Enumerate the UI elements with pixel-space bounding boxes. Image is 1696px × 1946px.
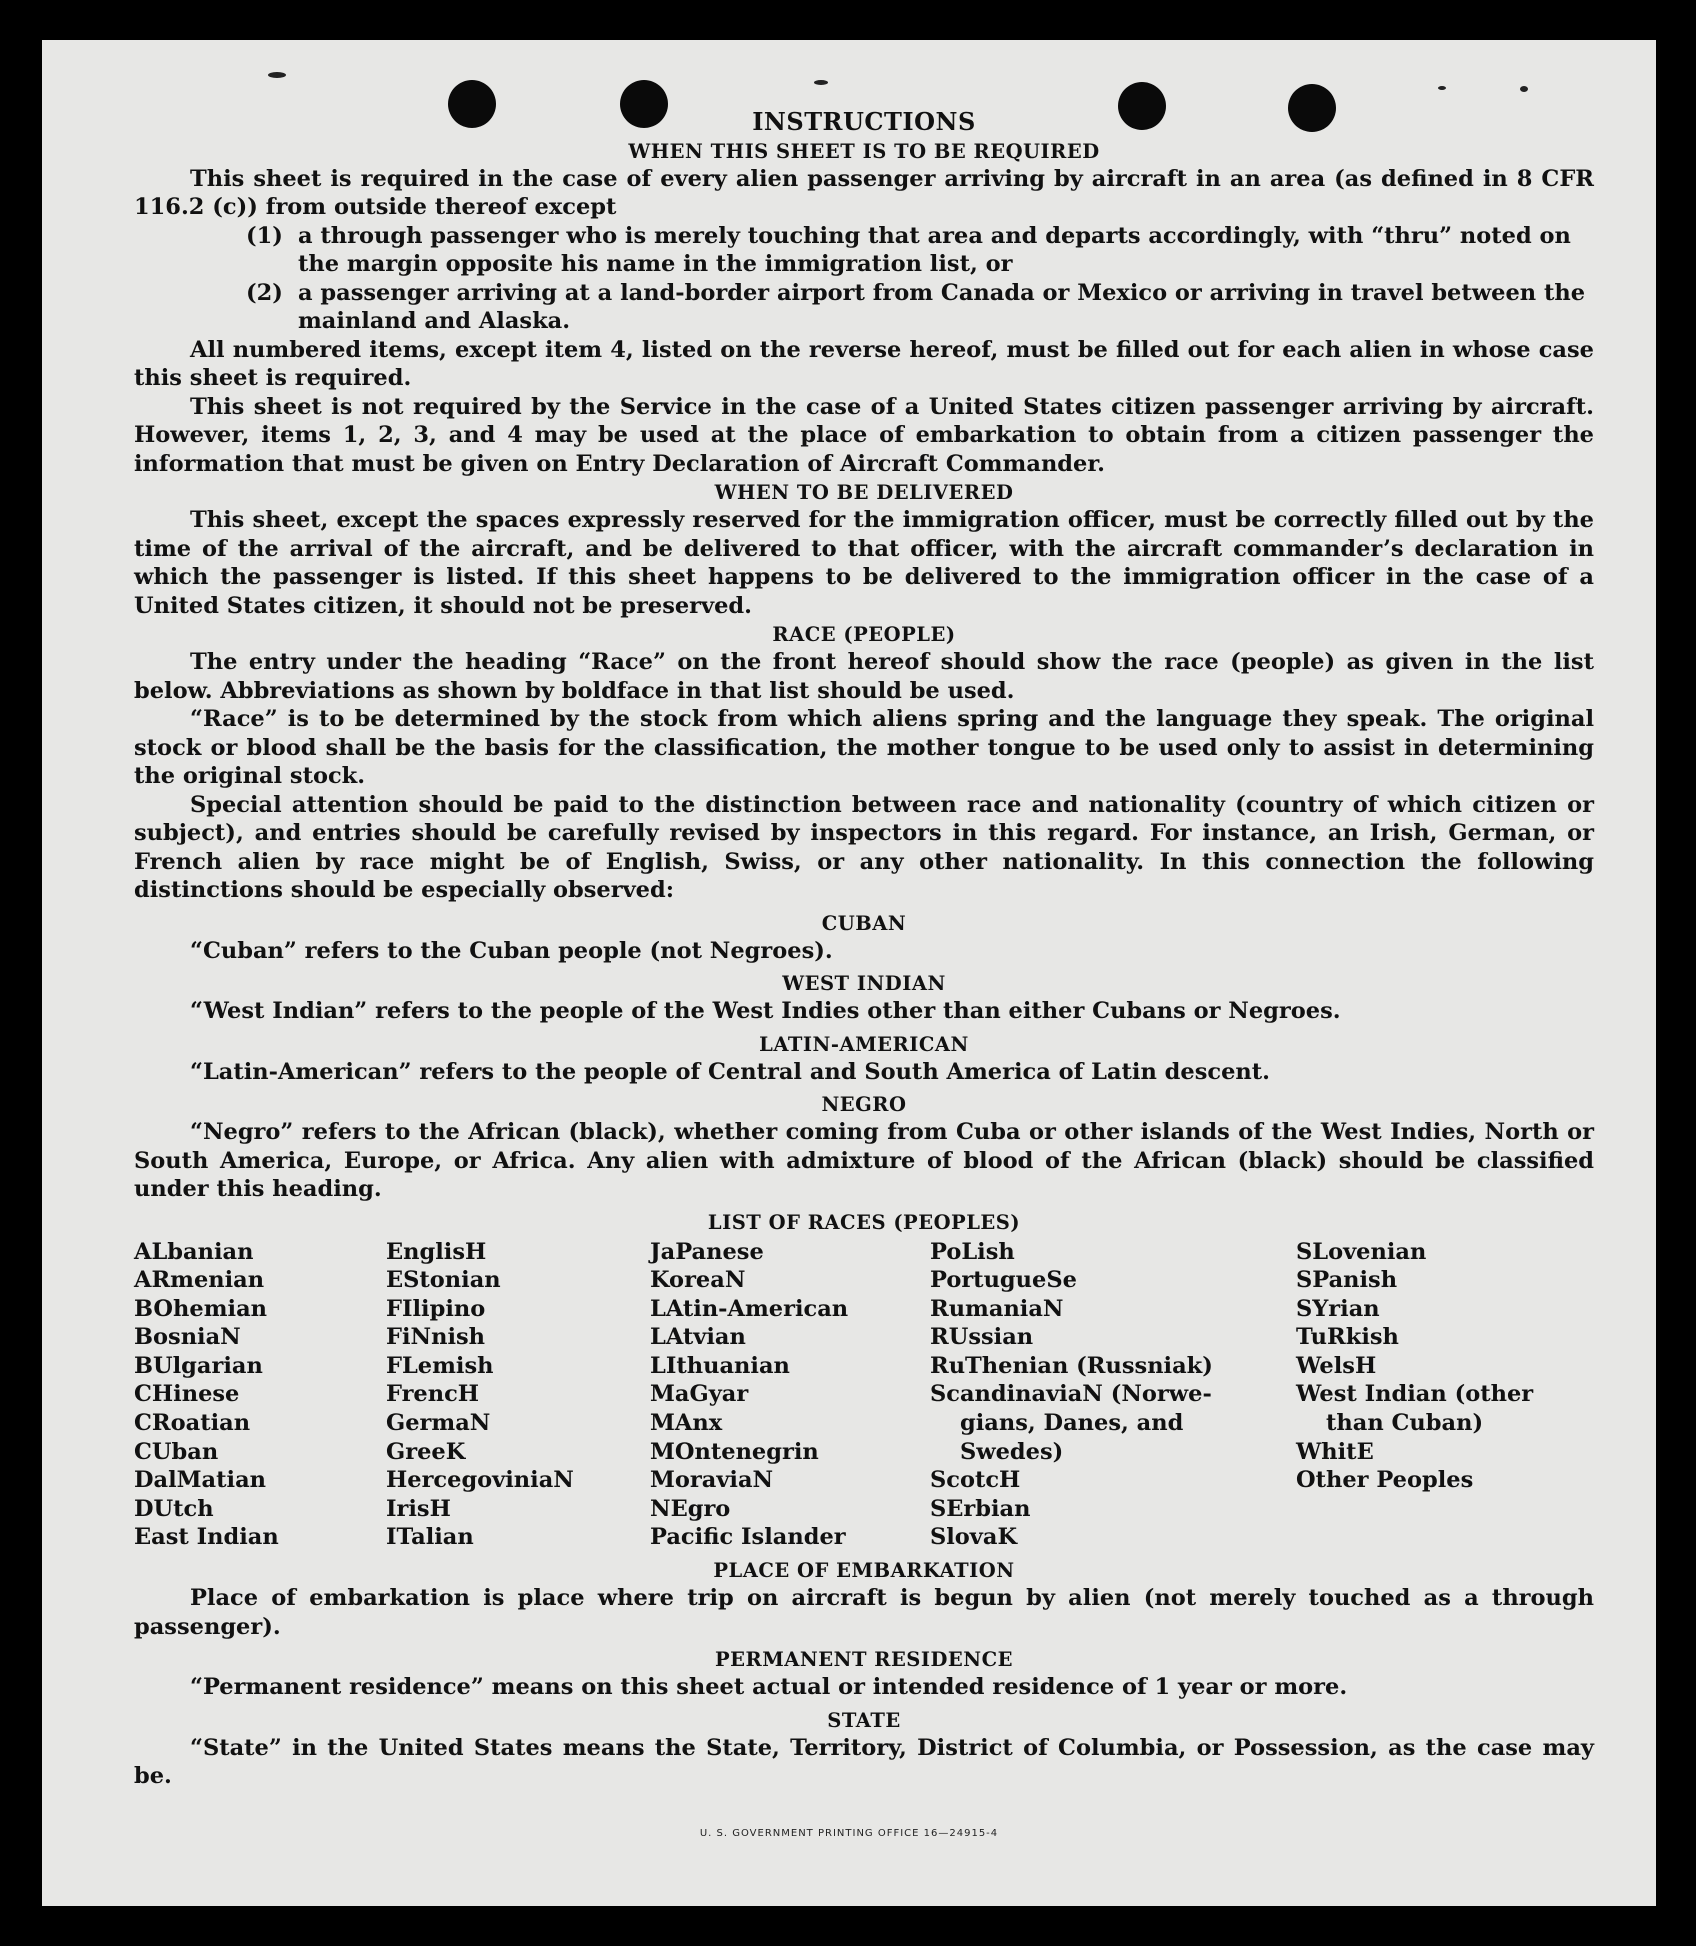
paragraph: Place of embarkation is place where trip on aircraft is begun by alien (not merely touched as a through passenger). (134, 1585, 1594, 1640)
paragraph: “Negro” refers to the African (black), whether coming from Cuba or other islands of the West Indies, North or South America, Europe, or Africa. Any alien with admixture of blood of the African (black) should be classified under this heading. (134, 1119, 1594, 1202)
race-entry: FLemish (386, 1352, 494, 1379)
races-column-2 (386, 1238, 650, 1553)
paragraph: This sheet is required in the case of every alien passenger arriving by aircraft in an area (as defined in 8 CFR 116.2 (c)) from outside thereof except (134, 165, 1594, 220)
races-column-1 (134, 1238, 386, 1553)
race-entry: ScandinaviaN (Norwe- (930, 1381, 1212, 1408)
paragraph: “West Indian” refers to the people of the West Indies other than either Cubans or Negroes. (190, 998, 1341, 1024)
race-entry: TuRkish (1296, 1324, 1399, 1351)
race-entry: FrencH (386, 1381, 480, 1408)
speck (1438, 86, 1446, 90)
race-entry: SErbian (930, 1495, 1031, 1522)
section-heading-latin-american: LATIN-AMERICAN (759, 1032, 969, 1056)
item-text: a through passenger who is merely touching that area and departs accordingly, with “thru” noted on the margin opposite his name in the immigration list, or (298, 222, 1571, 277)
race-entry: MAnx (650, 1410, 723, 1437)
paragraph: “Cuban” refers to the Cuban people (not Negroes). (190, 937, 833, 964)
section-heading-negro: NEGRO (821, 1093, 907, 1116)
race-entry: Swedes) (960, 1438, 1064, 1465)
race-entry: PoLish (930, 1238, 1015, 1265)
race-entry: FiNnish (386, 1324, 486, 1351)
race-entry: ALbanian (134, 1238, 254, 1265)
race-entry: BOhemian (134, 1295, 268, 1322)
races-column-4 (930, 1238, 1296, 1553)
paragraph: “State” in the United States means the State, Territory, District of Columbia, or Possession, as the case may be. (134, 1734, 1594, 1790)
race-entry: FIlipino (386, 1295, 486, 1322)
section-heading-state: STATE (827, 1708, 901, 1732)
item-number: (2) (246, 279, 283, 306)
section-heading-west-indian: WEST INDIAN (782, 972, 946, 995)
section-heading-delivered: WHEN TO BE DELIVERED (714, 481, 1014, 504)
race-entry: EStonian (386, 1267, 501, 1294)
paragraph: The entry under the heading “Race” on the front hereof should show the race (people) as given in the list below. Abbreviations as shown by boldface in that list should be used. (134, 649, 1594, 704)
race-entry: gians, Danes, and (960, 1410, 1184, 1437)
race-entry: JaPanese (650, 1238, 764, 1265)
races-table (134, 1238, 1594, 1553)
race-entry: Other Peoples (1296, 1467, 1474, 1494)
paragraph: “Race” is to be determined by the stock from which aliens spring and the language they speak. The original stock or blood shall be the basis for the classification, the mother tongue to be used only to assist in determining the original stock. (134, 706, 1594, 789)
section-heading-residence: PERMANENT RESIDENCE (714, 1648, 1013, 1672)
race-entry: SPanish (1296, 1267, 1398, 1294)
paragraph: All numbered items, except item 4, listed on the reverse hereof, must be filled out for each alien in whose case this sheet is required. (134, 336, 1594, 391)
section-heading-list-of-races: LIST OF RACES (PEOPLES) (707, 1210, 1021, 1234)
race-entry: ITalian (386, 1524, 474, 1551)
race-entry: LIthuanian (650, 1352, 790, 1379)
race-entry: IrisH (386, 1495, 451, 1522)
race-entry: CHinese (134, 1381, 240, 1408)
race-entry: LAtvian (650, 1324, 746, 1351)
speck (268, 72, 286, 78)
item-number: (1) (246, 222, 283, 249)
section-heading-embarkation: PLACE OF EMBARKATION (713, 1559, 1015, 1583)
races-column-5 (1296, 1238, 1586, 1553)
paragraph: This sheet, except the spaces expressly reserved for the immigration officer, must be correctly filled out by the time of the arrival of the aircraft, and be delivered to that officer, with the aircraft commander’s declaration in which the passenger is listed. If this sheet happens to be delivered to the immigration officer in the case of a United States citizen, it should not be preserved. (134, 507, 1594, 619)
race-entry: BUlgarian (134, 1352, 263, 1379)
page-title: INSTRUCTIONS (752, 107, 976, 136)
race-entry: RuThenian (Russniak) (930, 1352, 1213, 1379)
races-column-3 (650, 1238, 930, 1553)
race-entry: LAtin-American (650, 1295, 849, 1322)
document-sheet (42, 40, 1656, 1906)
speck (814, 80, 828, 85)
section-heading-race: RACE (PEOPLE) (772, 623, 956, 646)
list-item (246, 279, 1594, 336)
race-entry: PortugueSe (930, 1267, 1077, 1294)
section-heading-required: WHEN THIS SHEET IS TO BE REQUIRED (628, 139, 1100, 163)
race-entry: ARmenian (134, 1267, 265, 1294)
race-entry: CRoatian (134, 1410, 251, 1437)
race-entry: CUban (134, 1438, 219, 1465)
race-entry: MoraviaN (650, 1467, 774, 1494)
race-entry: GermaN (386, 1410, 491, 1437)
paragraph: This sheet is not required by the Service in the case of a United States citizen passenger arriving by aircraft. However, items 1, 2, 3, and 4 may be used at the place of embarkation to obtain from a citizen passenger the information that must be given on Entry Declaration of Aircraft Commander. (134, 393, 1594, 477)
section-heading-cuban: CUBAN (821, 911, 907, 935)
printing-office-footer: U. S. GOVERNMENT PRINTING OFFICE 16—24915-4 (699, 1828, 999, 1839)
speck (1520, 86, 1528, 92)
race-entry: than Cuban) (1326, 1410, 1484, 1437)
paragraph: Special attention should be paid to the distinction between race and nationality (country of which citizen or subject), and entries should be carefully revised by inspectors in this regard. For instance, an Irish, German, or French alien by race might be of English, Swiss, or any other nationality. In this connection the following distinctions should be especially observed: (134, 791, 1594, 903)
race-entry: DUtch (134, 1495, 214, 1522)
paragraph: “Latin-American” refers to the people of Central and South America of Latin descent. (190, 1058, 1270, 1085)
instructions-content (134, 108, 1594, 1791)
race-entry: WelsH (1296, 1352, 1377, 1379)
race-entry: SLovenian (1296, 1238, 1427, 1265)
paragraph: “Permanent residence” means on this sheet actual or intended residence of 1 year or more. (190, 1674, 1348, 1701)
race-entry: KoreaN (650, 1267, 746, 1294)
race-entry: RumaniaN (930, 1295, 1064, 1322)
list-item (246, 222, 1594, 279)
race-entry: RUssian (930, 1324, 1034, 1351)
race-entry: ScotcH (930, 1467, 1021, 1494)
race-entry: East Indian (134, 1524, 279, 1551)
race-entry: West Indian (other (1296, 1381, 1534, 1408)
race-entry: Pacific Islander (650, 1524, 846, 1551)
race-entry: GreeK (386, 1438, 466, 1465)
race-entry: SlovaK (930, 1524, 1018, 1551)
race-entry: DalMatian (134, 1467, 267, 1494)
race-entry: BosniaN (134, 1324, 241, 1351)
race-entry: SYrian (1296, 1295, 1380, 1322)
race-entry: WhitE (1296, 1438, 1374, 1465)
race-entry: MaGyar (650, 1381, 749, 1408)
item-text: a passenger arriving at a land-border airport from Canada or Mexico or arriving in travel between the mainland and Alaska. (298, 279, 1586, 334)
race-entry: HercegoviniaN (386, 1467, 574, 1494)
race-entry: MOntenegrin (650, 1438, 819, 1465)
race-entry: NEgro (650, 1495, 731, 1522)
race-entry: EnglisH (386, 1238, 487, 1265)
